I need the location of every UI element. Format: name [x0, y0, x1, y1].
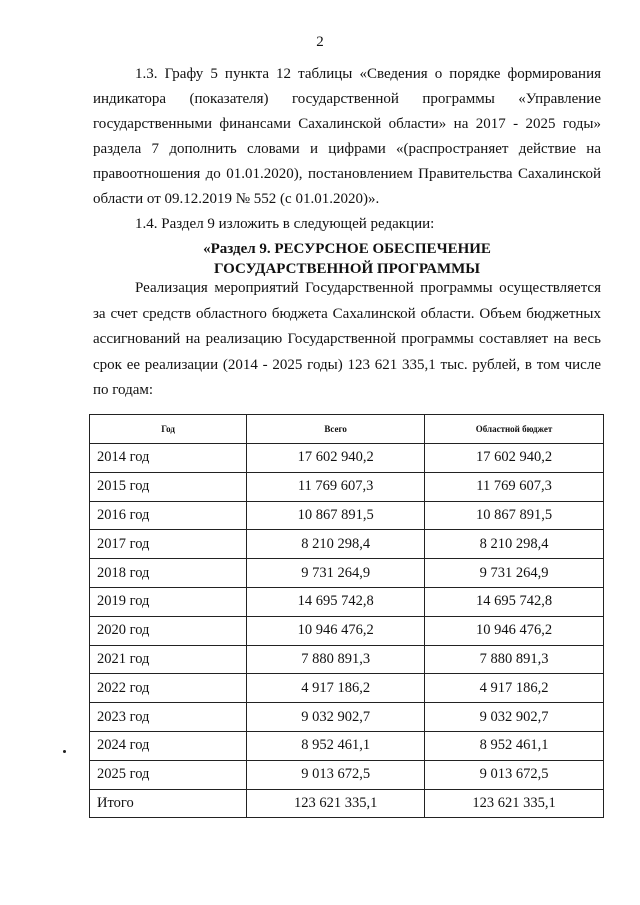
table-row	[90, 645, 604, 674]
cell-year: 2016 год	[90, 501, 247, 530]
table-body	[90, 444, 604, 818]
cell-total: 9 013 672,5	[247, 760, 425, 789]
cell-regional-budget: 4 917 186,2	[425, 674, 604, 703]
cell-year: 2021 год	[90, 645, 247, 674]
stray-mark	[63, 750, 66, 753]
cell-total: 8 210 298,4	[247, 530, 425, 559]
cell-regional-budget: 17 602 940,2	[425, 444, 604, 473]
cell-regional-budget: 9 032 902,7	[425, 703, 604, 732]
cell-regional-budget: 9 731 264,9	[425, 559, 604, 588]
cell-year: 2022 год	[90, 674, 247, 703]
cell-total: 11 769 607,3	[247, 472, 425, 501]
cell-total: 8 952 461,1	[247, 731, 425, 760]
cell-total: 10 867 891,5	[247, 501, 425, 530]
cell-regional-budget: 7 880 891,3	[425, 645, 604, 674]
cell-total: 14 695 742,8	[247, 587, 425, 616]
cell-year: 2014 год	[90, 444, 247, 473]
cell-regional-budget: 9 013 672,5	[425, 760, 604, 789]
cell-year: 2018 год	[90, 559, 247, 588]
table-row	[90, 703, 604, 732]
cell-year: 2019 год	[90, 587, 247, 616]
cell-total: 4 917 186,2	[247, 674, 425, 703]
cell-regional-budget: 10 946 476,2	[425, 616, 604, 645]
table-row	[90, 587, 604, 616]
section-heading-line-1: «Раздел 9. РЕСУРСНОЕ ОБЕСПЕЧЕНИЕ	[203, 241, 491, 257]
cell-total: 7 880 891,3	[247, 645, 425, 674]
cell-regional-budget: 8 952 461,1	[425, 731, 604, 760]
cell-year: 2020 год	[90, 616, 247, 645]
header-regional-budget: Областной бюджет	[425, 415, 604, 444]
paragraph-resources: Реализация мероприятий Государственной программы осуществляется за счет средств областного бюджета Сахалинской области. Объем бюджетных ассигнований на реализацию Государственной программы составляет на весь срок ее реализации (2014 - 2025 годы) 123 621 335,1 тыс. рублей, в том числе по годам:	[93, 280, 601, 398]
table-row	[90, 616, 604, 645]
cell-total: 123 621 335,1	[247, 789, 425, 818]
table-row	[90, 559, 604, 588]
cell-year: 2025 год	[90, 760, 247, 789]
table-row	[90, 444, 604, 473]
cell-year: Итого	[90, 789, 247, 818]
cell-year: 2015 год	[90, 472, 247, 501]
cell-total: 9 731 264,9	[247, 559, 425, 588]
budget-table	[89, 414, 604, 818]
section-heading-line-2: ГОСУДАРСТВЕННОЙ ПРОГРАММЫ	[214, 261, 480, 277]
cell-year: 2023 год	[90, 703, 247, 732]
table-header-row	[90, 415, 604, 444]
page-number: 2	[316, 34, 324, 50]
table-row	[90, 731, 604, 760]
table-row	[90, 472, 604, 501]
table-row	[90, 530, 604, 559]
cell-year: 2024 год	[90, 731, 247, 760]
table-row	[90, 501, 604, 530]
table-row	[90, 789, 604, 818]
cell-total: 9 032 902,7	[247, 703, 425, 732]
cell-regional-budget: 14 695 742,8	[425, 587, 604, 616]
paragraph-1-4: 1.4. Раздел 9 изложить в следующей редакции:	[135, 216, 435, 232]
table-row	[90, 674, 604, 703]
table-row	[90, 760, 604, 789]
section-heading	[93, 239, 601, 279]
header-year: Год	[90, 415, 247, 444]
cell-total: 17 602 940,2	[247, 444, 425, 473]
cell-total: 10 946 476,2	[247, 616, 425, 645]
cell-year: 2017 год	[90, 530, 247, 559]
cell-regional-budget: 8 210 298,4	[425, 530, 604, 559]
cell-regional-budget: 10 867 891,5	[425, 501, 604, 530]
paragraph-1-3: 1.3. Графу 5 пункта 12 таблицы «Сведения о порядке формирования индикатора (показателя) государственной программы «Управление государственными финансами Сахалинской области» на 2017 - 2025 годы» раздела 7 дополнить словами и цифрами «(распространяет действие на правоотношения до 01.01.2020), постановлением Правительства Сахалинской области от 09.12.2019 № 552 (с 01.01.2020)».	[93, 66, 601, 207]
cell-regional-budget: 123 621 335,1	[425, 789, 604, 818]
header-total: Всего	[247, 415, 425, 444]
cell-regional-budget: 11 769 607,3	[425, 472, 604, 501]
